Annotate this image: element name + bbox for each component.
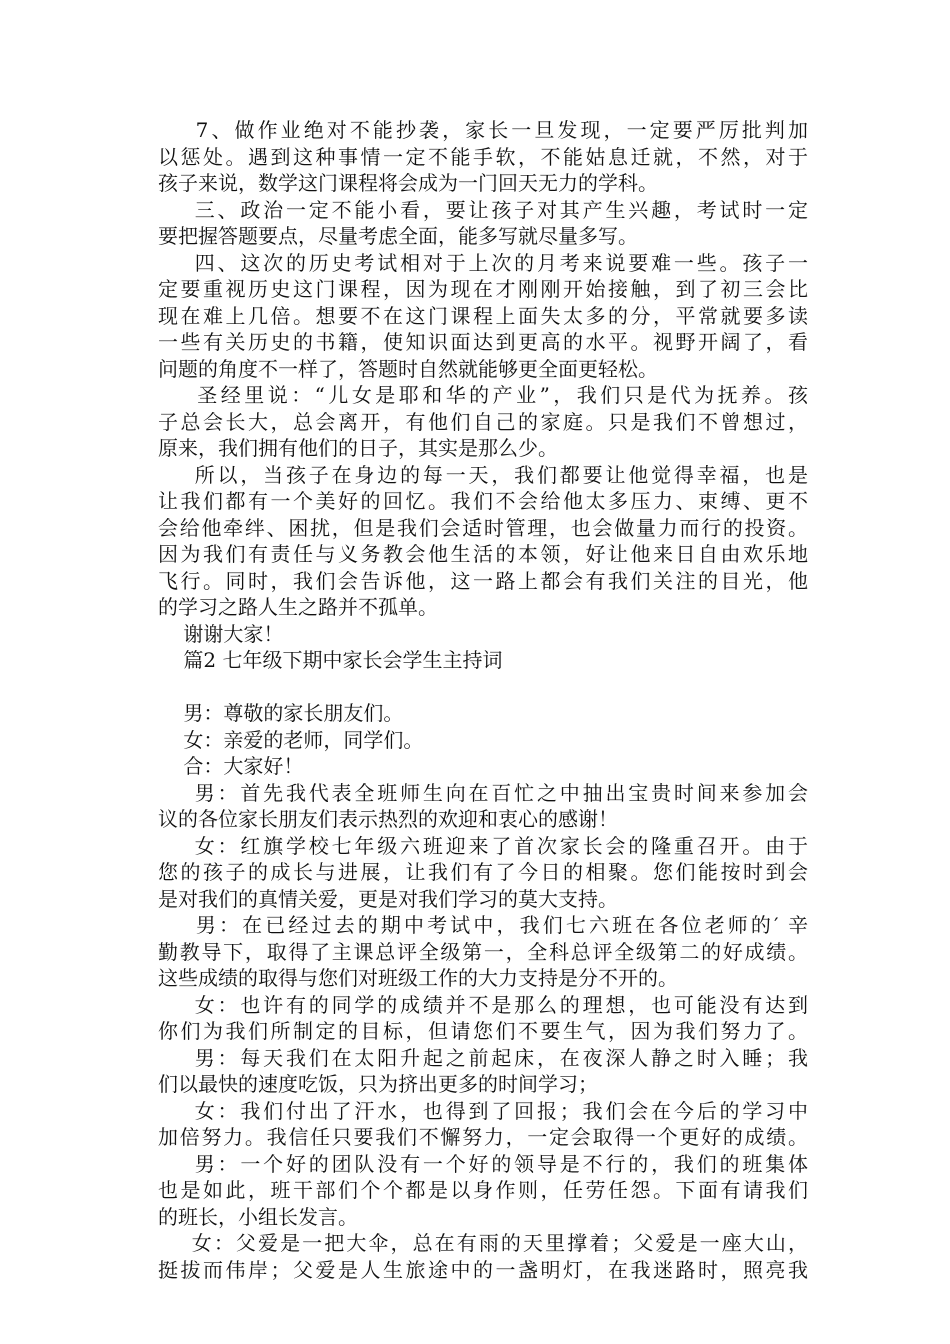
text-line: 也是如此，班干部们个个都是以身作则，任劳任怨。下面有请我们 bbox=[158, 1178, 808, 1202]
text-line: 让我们都有一个美好的回忆。我们不会给他太多压力、束缚、更不 bbox=[158, 489, 808, 513]
text-line: 男：首先我代表全班师生向在百忙之中抽出宝贵时间来参加会 bbox=[158, 780, 808, 805]
text-line: 加倍努力。我信任只要我们不懈努力，一定会取得一个更好的成绩。 bbox=[158, 1125, 808, 1149]
text-line: 男：一个好的团队没有一个好的领导是不行的，我们的班集体 bbox=[158, 1151, 808, 1176]
text-line: 合：大家好！ bbox=[158, 754, 304, 778]
text-line: 男：在已经过去的期中考试中，我们七六班在各位老师的′ 辛 bbox=[158, 913, 808, 937]
document-body bbox=[158, 117, 808, 1283]
text-line: 您的孩子的成长与进展，让我们有了今日的相聚。您们能按时到会 bbox=[158, 860, 808, 884]
text-line: 们以最快的速度吃饭，只为挤出更多的时间学习； bbox=[158, 1072, 598, 1096]
text-line: 女：亲爱的老师，同学们。 bbox=[158, 727, 424, 752]
text-line: 男：尊敬的家长朋友们。 bbox=[158, 701, 404, 725]
text-line: 所以，当孩子在身边的每一天，我们都要让他觉得幸福，也是 bbox=[158, 462, 808, 487]
text-line: 一些有关历史的书籍，使知识面达到更高的水平。视野开阔了，看 bbox=[158, 330, 808, 354]
text-line: 你们为我们所制定的目标，但请您们不要生气，因为我们努力了。 bbox=[158, 1019, 808, 1043]
text-line: 孩子来说，数学这门课程将会成为一门回天无力的学科。 bbox=[158, 171, 658, 195]
text-line: 现在难上几倍。想要不在这门课程上面失太多的分，平常就要多读 bbox=[158, 303, 808, 328]
text-line: 男：每天我们在太阳升起之前起床，在夜深人静之时入睡；我 bbox=[158, 1045, 808, 1070]
text-line: 女：也许有的同学的成绩并不是那么的理想，也可能没有达到 bbox=[158, 992, 808, 1017]
text-line: 女：红旗学校七年级六班迎来了首次家长会的隆重召开。由于 bbox=[158, 833, 808, 858]
text-line: 三、政治一定不能小看，要让孩子对其产生兴趣，考试时一定 bbox=[158, 197, 808, 222]
text-line: 议的各位家长朋友们表示热烈的欢迎和衷心的感谢！ bbox=[158, 807, 618, 831]
text-line: 子总会长大，总会离开，有他们自己的家庭。只是我们不曾想过， bbox=[158, 409, 808, 434]
text-line: 是对我们的真情关爱，更是对我们学习的莫大支持。 bbox=[158, 886, 618, 911]
text-line: 女：我们付出了汗水，也得到了回报；我们会在今后的学习中 bbox=[158, 1098, 808, 1123]
text-line: 勤教导下，取得了主课总评全级第一，全科总评全级第二的好成绩。 bbox=[158, 939, 808, 964]
text-line: 这些成绩的取得与您们对班级工作的大力支持是分不开的。 bbox=[158, 966, 678, 990]
text-line: 因为我们有责任与义务教会他生活的本领，好让他来日自由欢乐地 bbox=[158, 542, 808, 566]
text-line: 要把握答题要点，尽量考虑全面，能多写就尽量多写。 bbox=[158, 224, 638, 248]
text-line: 圣经里说：“儿女是耶和华的产业”，我们只是代为抚养。孩 bbox=[158, 383, 808, 407]
text-line: 的班长，小组长发言。 bbox=[158, 1204, 358, 1229]
blank-line bbox=[158, 674, 808, 701]
text-line: 原来，我们拥有他们的日子，其实是那么少。 bbox=[158, 436, 558, 460]
text-line: 四、这次的历史考试相对于上次的月考来说要难一些。孩子一 bbox=[158, 250, 808, 275]
text-line: 定要重视历史这门课程，因为现在才刚刚开始接触，到了初三会比 bbox=[158, 277, 808, 301]
text-line: 女：父爱是一把大伞，总在有雨的天里撑着；父爱是一座大山， bbox=[158, 1231, 808, 1255]
text-line: 谢谢大家！ bbox=[158, 621, 284, 646]
text-line: 会给他牵绊、困扰，但是我们会适时管理，也会做量力而行的投资。 bbox=[158, 515, 808, 540]
text-line: 的学习之路人生之路并不孤单。 bbox=[158, 595, 438, 619]
text-line: 问题的角度不一样了，答题时自然就能够更全面更轻松。 bbox=[158, 356, 658, 381]
text-line: 飞行。同时，我们会告诉他，这一路上都会有我们关注的目光，他 bbox=[158, 568, 808, 593]
text-line: 篇2 七年级下期中家长会学生主持词 bbox=[158, 648, 503, 672]
text-line: 以惩处。遇到这种事情一定不能手软，不能姑息迁就，不然，对于 bbox=[158, 144, 808, 169]
text-line: 挺拔而伟岸；父爱是人生旅途中的一盏明灯，在我迷路时，照亮我 bbox=[158, 1257, 808, 1282]
text-line: 7、做作业绝对不能抄袭，家长一旦发现，一定要严厉批判加 bbox=[158, 118, 808, 142]
